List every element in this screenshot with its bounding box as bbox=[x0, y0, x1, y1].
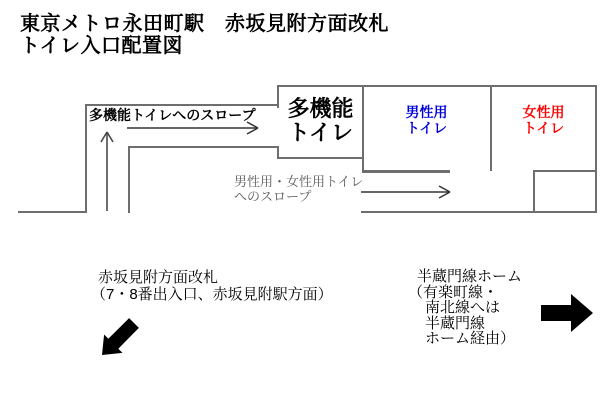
wall-corridor-left bbox=[85, 104, 87, 213]
platform-direction-arrow-icon bbox=[541, 292, 594, 334]
platform-line-2: （有楽町線・ bbox=[408, 283, 499, 301]
womens-room-label bbox=[491, 104, 596, 136]
mens-womens-ramp-label bbox=[234, 174, 363, 204]
multifunction-room-line-1: 多機能 bbox=[287, 96, 354, 121]
multifunction-room-line-2: トイレ bbox=[288, 120, 353, 145]
title-line-2: トイレ入口配置図 bbox=[20, 35, 183, 57]
womens-room-line-2: トイレ bbox=[522, 120, 565, 136]
wall-mens-bottom bbox=[362, 170, 450, 173]
womens-room-line-1: 女性用 bbox=[522, 104, 565, 120]
wall-smallroom-left bbox=[533, 170, 535, 213]
wall-mfbox-bottom bbox=[277, 157, 364, 159]
mens-room-line-2: トイレ bbox=[405, 120, 448, 136]
wall-smallroom-top bbox=[533, 170, 597, 172]
platform-line-5: ホーム経由） bbox=[425, 330, 516, 347]
wall-top bbox=[277, 85, 597, 87]
up-arrow-icon bbox=[99, 129, 115, 213]
mens-womens-ramp-line-1: 男性用・女性用トイレ bbox=[234, 174, 364, 189]
gate-line-2: （7・8番出入口、赤坂見附駅方面） bbox=[91, 286, 333, 303]
platform-line-3: 南北線へは bbox=[425, 299, 501, 316]
mens-womens-ramp-arrow-icon bbox=[360, 185, 454, 199]
mens-room-label bbox=[362, 104, 491, 136]
mens-womens-ramp-line-2: へのスロープ bbox=[234, 189, 312, 204]
wall-bottom bbox=[361, 211, 597, 213]
multifunction-ramp-label: 多機能トイレへのスロープ bbox=[89, 107, 256, 123]
mens-room-line-1: 男性用 bbox=[405, 104, 448, 120]
multifunction-room-label bbox=[277, 97, 364, 145]
gate-direction-arrow-icon bbox=[100, 317, 140, 357]
wall-gate-side bbox=[18, 211, 86, 213]
wall-corridor-inner-left bbox=[128, 146, 130, 213]
platform-line-1: 半蔵門線ホーム bbox=[417, 268, 523, 285]
page-title bbox=[20, 13, 389, 57]
gate-line-1: 赤坂見附方面改札 bbox=[98, 269, 219, 286]
platform-line-4: 半蔵門線 bbox=[425, 314, 486, 332]
platform-destination-label bbox=[408, 269, 522, 347]
wall-corridor-inner-top bbox=[128, 146, 279, 148]
gate-destination-label bbox=[91, 269, 333, 303]
title-line-1: 東京メトロ永田町駅 赤坂見附方面改札 bbox=[20, 13, 389, 35]
